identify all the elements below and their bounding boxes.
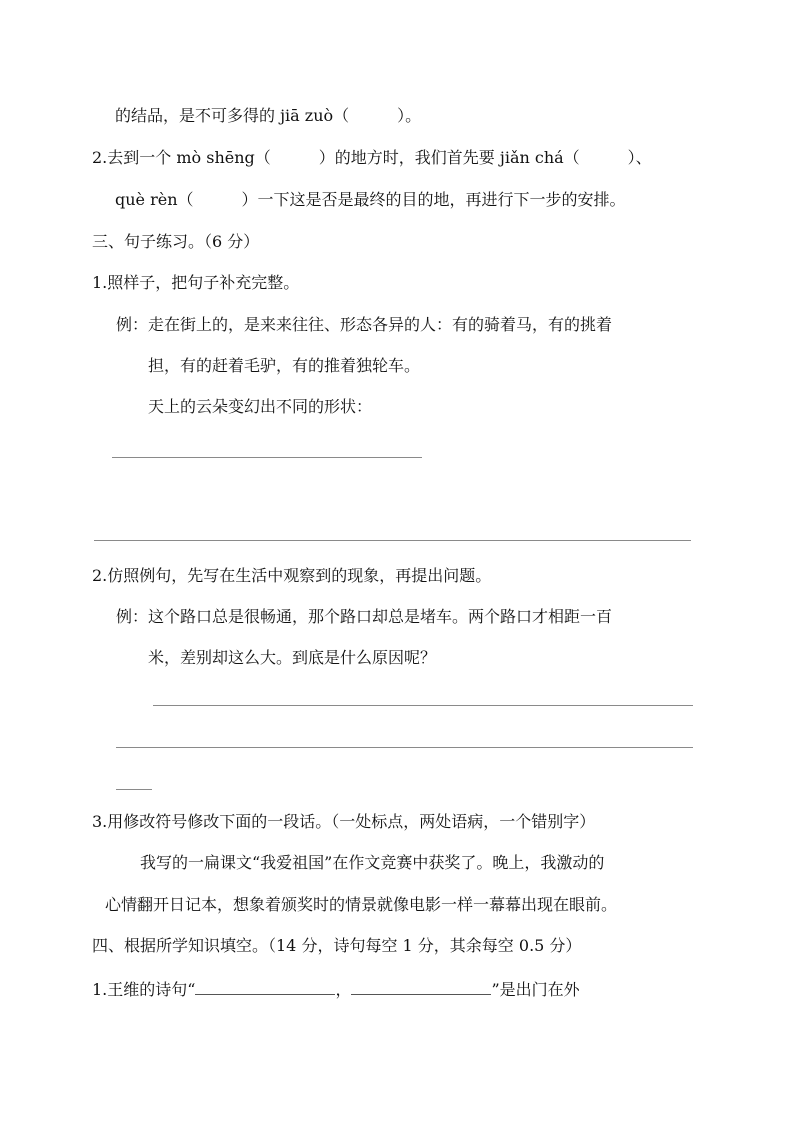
text-line-1: 的结品，是不可多得的 jiā zuò（ ）。 bbox=[115, 106, 422, 125]
section-4-heading: 四、根据所学知识填空。（14 分，诗句每空 1 分，其余每空 0.5 分） bbox=[92, 936, 582, 955]
s3-q3-paragraph-2: 心情翻开日记本，想象着颁奖时的情景就像电影一样一幕幕出现在眼前。 bbox=[105, 895, 618, 914]
s3-q1-example-1: 例：走在街上的，是来来往往、形态各异的人：有的骑着马，有的挑着 bbox=[116, 315, 613, 334]
answer-line[interactable] bbox=[94, 540, 691, 541]
s3-q2-prompt: 2.仿照例句，先写在生活中观察到的现象，再提出问题。 bbox=[92, 566, 492, 585]
section-3-heading: 三、句子练习。（6 分） bbox=[92, 232, 260, 251]
s4-q1 bbox=[92, 978, 580, 1000]
s4-q1-end: ”是出门在外 bbox=[491, 980, 580, 999]
s3-q2-example-2: 米，差别却这么大。到底是什么原因呢？ bbox=[148, 648, 437, 667]
s3-q2-example-1: 例：这个路口总是很畅通，那个路口却总是堵车。两个路口才相距一百 bbox=[116, 607, 613, 626]
answer-line[interactable] bbox=[153, 705, 693, 706]
s3-q3-paragraph-1: 我写的一扁课文“我爱祖国”在作文竞赛中获奖了。晚上，我激动的 bbox=[140, 853, 605, 872]
s3-q1-example-2: 担，有的赶着毛驴，有的推着独轮车。 bbox=[148, 356, 421, 375]
question-2-line-1: 2.去到一个 mò shēng（ ）的地方时，我们首先要 jiǎn chá（ ）、 bbox=[92, 148, 652, 167]
s3-q1-prompt: 1.照样子，把句子补充完整。 bbox=[92, 273, 300, 292]
s3-q1-stem: 天上的云朵变幻出不同的形状： bbox=[148, 397, 373, 416]
poem-blank-1[interactable] bbox=[195, 978, 335, 995]
answer-line[interactable] bbox=[112, 457, 422, 458]
s4-q1-start: 1.王维的诗句“ bbox=[92, 980, 196, 999]
question-2-line-2: què rèn（ ）一下这是否是最终的目的地，再进行下一步的安排。 bbox=[115, 190, 626, 209]
s3-q3-prompt: 3.用修改符号修改下面的一段话。（一处标点，两处语病，一个错别字） bbox=[92, 812, 596, 831]
poem-blank-2[interactable] bbox=[351, 978, 491, 995]
answer-line[interactable] bbox=[116, 747, 693, 748]
s4-q1-sep: ， bbox=[335, 980, 352, 999]
answer-line[interactable] bbox=[116, 789, 152, 790]
